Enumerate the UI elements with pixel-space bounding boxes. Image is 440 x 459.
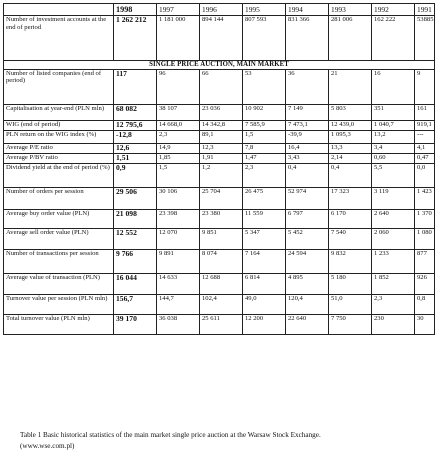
value-cell: 12 200: [243, 314, 286, 334]
value-cell: 53: [243, 69, 286, 104]
table-row: [4, 120, 435, 130]
value-cell: ---: [415, 130, 435, 143]
year-header-8: 1991: [415, 4, 435, 16]
value-cell: 10 902: [243, 104, 286, 120]
value-cell: 13,3: [329, 143, 372, 153]
value-cell: 281 006: [329, 16, 372, 61]
table-row: [4, 314, 435, 334]
value-cell: 1 852: [372, 273, 415, 294]
value-cell: 0,60: [372, 153, 415, 163]
value-cell: 30: [415, 314, 435, 334]
value-cell: 5 452: [286, 228, 329, 249]
row-label: Average P/E ratio: [4, 143, 114, 153]
value-cell: 877: [415, 249, 435, 273]
value-cell: 30 106: [157, 187, 200, 209]
row-label: Average sell order value (PLN): [4, 228, 114, 249]
row-label: Number of investment accounts at the end of period: [4, 16, 114, 61]
table-row: [4, 69, 435, 104]
year-header-6: 1993: [329, 4, 372, 16]
value-cell: 2 640: [372, 209, 415, 228]
value-cell: 49,0: [243, 294, 286, 314]
value-cell: 807 593: [243, 16, 286, 61]
value-cell: 9 832: [329, 249, 372, 273]
value-cell: 14,9: [157, 143, 200, 153]
value-cell: 8 074: [200, 249, 243, 273]
value-cell: 16: [372, 69, 415, 104]
value-cell: 3,4: [372, 143, 415, 153]
row-label: PLN return on the WIG index (%): [4, 130, 114, 143]
value-cell: 36: [286, 69, 329, 104]
value-cell: 0,9: [114, 163, 157, 187]
value-cell: 16,4: [286, 143, 329, 153]
value-cell: 120,4: [286, 294, 329, 314]
table-row: [4, 187, 435, 209]
statistics-table: [3, 3, 435, 335]
section-row: [4, 61, 435, 70]
value-cell: 1 423: [415, 187, 435, 209]
value-cell: 7 473,1: [286, 120, 329, 130]
value-cell: 144,7: [157, 294, 200, 314]
value-cell: 12,3: [200, 143, 243, 153]
value-cell: 3,43: [286, 153, 329, 163]
value-cell: 9 766: [114, 249, 157, 273]
value-cell: 0,47: [415, 153, 435, 163]
value-cell: 4,1: [415, 143, 435, 153]
value-cell: 5 347: [243, 228, 286, 249]
value-cell: 102,4: [200, 294, 243, 314]
table-row: [4, 228, 435, 249]
value-cell: 2 060: [372, 228, 415, 249]
year-header-5: 1994: [286, 4, 329, 16]
value-cell: 6 170: [329, 209, 372, 228]
value-cell: 831 366: [286, 16, 329, 61]
value-cell: -39,9: [286, 130, 329, 143]
value-cell: 12,6: [114, 143, 157, 153]
value-cell: 17 323: [329, 187, 372, 209]
value-cell: 23 398: [157, 209, 200, 228]
value-cell: 9 851: [200, 228, 243, 249]
value-cell: 2,3: [243, 163, 286, 187]
row-label: Average value of transaction (PLN): [4, 273, 114, 294]
year-header-2: 1997: [157, 4, 200, 16]
value-cell: 26 475: [243, 187, 286, 209]
value-cell: 12 070: [157, 228, 200, 249]
value-cell: -12,8: [114, 130, 157, 143]
value-cell: 6 814: [243, 273, 286, 294]
value-cell: 66: [200, 69, 243, 104]
value-cell: 2,3: [372, 294, 415, 314]
table-caption: [20, 430, 435, 452]
value-cell: 39 170: [114, 314, 157, 334]
table-row: [4, 249, 435, 273]
statistics-table-body: [4, 4, 435, 335]
table-row: [4, 153, 435, 163]
value-cell: 7 540: [329, 228, 372, 249]
table-row: [4, 163, 435, 187]
value-cell: 2,3: [157, 130, 200, 143]
value-cell: 5,5: [372, 163, 415, 187]
value-cell: 12 439,0: [329, 120, 372, 130]
year-header-3: 1996: [200, 4, 243, 16]
value-cell: 16 044: [114, 273, 157, 294]
value-cell: 6 797: [286, 209, 329, 228]
value-cell: 25 704: [200, 187, 243, 209]
value-cell: 23 380: [200, 209, 243, 228]
value-cell: 24 594: [286, 249, 329, 273]
value-cell: 1 040,7: [372, 120, 415, 130]
row-label: WIG (end of period): [4, 120, 114, 130]
value-cell: 162 222: [372, 16, 415, 61]
value-cell: 96: [157, 69, 200, 104]
value-cell: 7 149: [286, 104, 329, 120]
year-header-1: 1998: [114, 4, 157, 16]
value-cell: 51,0: [329, 294, 372, 314]
value-cell: 0,8: [415, 294, 435, 314]
value-cell: 11 559: [243, 209, 286, 228]
row-label: Average buy order value (PLN): [4, 209, 114, 228]
value-cell: 919,1: [415, 120, 435, 130]
value-cell: 230: [372, 314, 415, 334]
year-header-4: 1995: [243, 4, 286, 16]
value-cell: 117: [114, 69, 157, 104]
value-cell: 36 038: [157, 314, 200, 334]
table-row: [4, 273, 435, 294]
value-cell: 1 262 212: [114, 16, 157, 61]
table-row: [4, 130, 435, 143]
value-cell: 0,4: [329, 163, 372, 187]
value-cell: 12 795,6: [114, 120, 157, 130]
value-cell: 68 082: [114, 104, 157, 120]
table-row: [4, 104, 435, 120]
value-cell: 52 974: [286, 187, 329, 209]
value-cell: 894 144: [200, 16, 243, 61]
value-cell: 1,91: [200, 153, 243, 163]
row-label: Total turnover value (PLN mln): [4, 314, 114, 334]
year-header-7: 1992: [372, 4, 415, 16]
caption-source: (www.wse.com.pl): [20, 442, 75, 450]
value-cell: 1 370: [415, 209, 435, 228]
value-cell: 926: [415, 273, 435, 294]
value-cell: 3 119: [372, 187, 415, 209]
value-cell: 1 233: [372, 249, 415, 273]
caption-title: Table 1 Basic historical statistics of the main market single price auction at the Warsaw Stock Exchange.: [20, 431, 321, 439]
row-label: Capitalisation at year-end (PLN mln): [4, 104, 114, 120]
value-cell: 156,7: [114, 294, 157, 314]
row-label: Turnover value per session (PLN mln): [4, 294, 114, 314]
value-cell: 351: [372, 104, 415, 120]
table-row: [4, 294, 435, 314]
value-cell: 1,5: [157, 163, 200, 187]
value-cell: 0,4: [286, 163, 329, 187]
row-label: Number of orders per session: [4, 187, 114, 209]
value-cell: 13,2: [372, 130, 415, 143]
value-cell: 12 688: [200, 273, 243, 294]
value-cell: 4 895: [286, 273, 329, 294]
row-label: Average P/BV ratio: [4, 153, 114, 163]
value-cell: 7 585,9: [243, 120, 286, 130]
value-cell: 38 107: [157, 104, 200, 120]
row-label: Number of listed companies (end of period): [4, 69, 114, 104]
table-row: [4, 143, 435, 153]
value-cell: 21: [329, 69, 372, 104]
value-cell: 23 036: [200, 104, 243, 120]
value-cell: 7 750: [329, 314, 372, 334]
value-cell: 5 180: [329, 273, 372, 294]
value-cell: 89,1: [200, 130, 243, 143]
header-row: [4, 4, 435, 16]
value-cell: 0,0: [415, 163, 435, 187]
row-label: Number of transactions per session: [4, 249, 114, 273]
value-cell: 1,51: [114, 153, 157, 163]
table-row: [4, 16, 435, 61]
value-cell: 12 552: [114, 228, 157, 249]
value-cell: 14 668,0: [157, 120, 200, 130]
table-row: [4, 209, 435, 228]
value-cell: 1 095,3: [329, 130, 372, 143]
value-cell: 5 803: [329, 104, 372, 120]
value-cell: 7 164: [243, 249, 286, 273]
value-cell: 1,85: [157, 153, 200, 163]
value-cell: 53885: [415, 16, 435, 61]
header-corner-cell: [4, 4, 114, 16]
value-cell: 25 611: [200, 314, 243, 334]
value-cell: 29 506: [114, 187, 157, 209]
value-cell: 1,47: [243, 153, 286, 163]
value-cell: 1 080: [415, 228, 435, 249]
value-cell: 14 633: [157, 273, 200, 294]
value-cell: 9: [415, 69, 435, 104]
value-cell: 22 640: [286, 314, 329, 334]
row-label: Dividend yield at the end of period (%): [4, 163, 114, 187]
value-cell: 1,5: [243, 130, 286, 143]
value-cell: 7,8: [243, 143, 286, 153]
value-cell: 2,14: [329, 153, 372, 163]
value-cell: 1 181 000: [157, 16, 200, 61]
value-cell: 1,2: [200, 163, 243, 187]
stats-table-container: [3, 3, 435, 335]
value-cell: 9 891: [157, 249, 200, 273]
section-title: SINGLE PRICE AUCTION, MAIN MARKET: [4, 61, 435, 70]
value-cell: 14 342,8: [200, 120, 243, 130]
value-cell: 21 098: [114, 209, 157, 228]
value-cell: 161: [415, 104, 435, 120]
